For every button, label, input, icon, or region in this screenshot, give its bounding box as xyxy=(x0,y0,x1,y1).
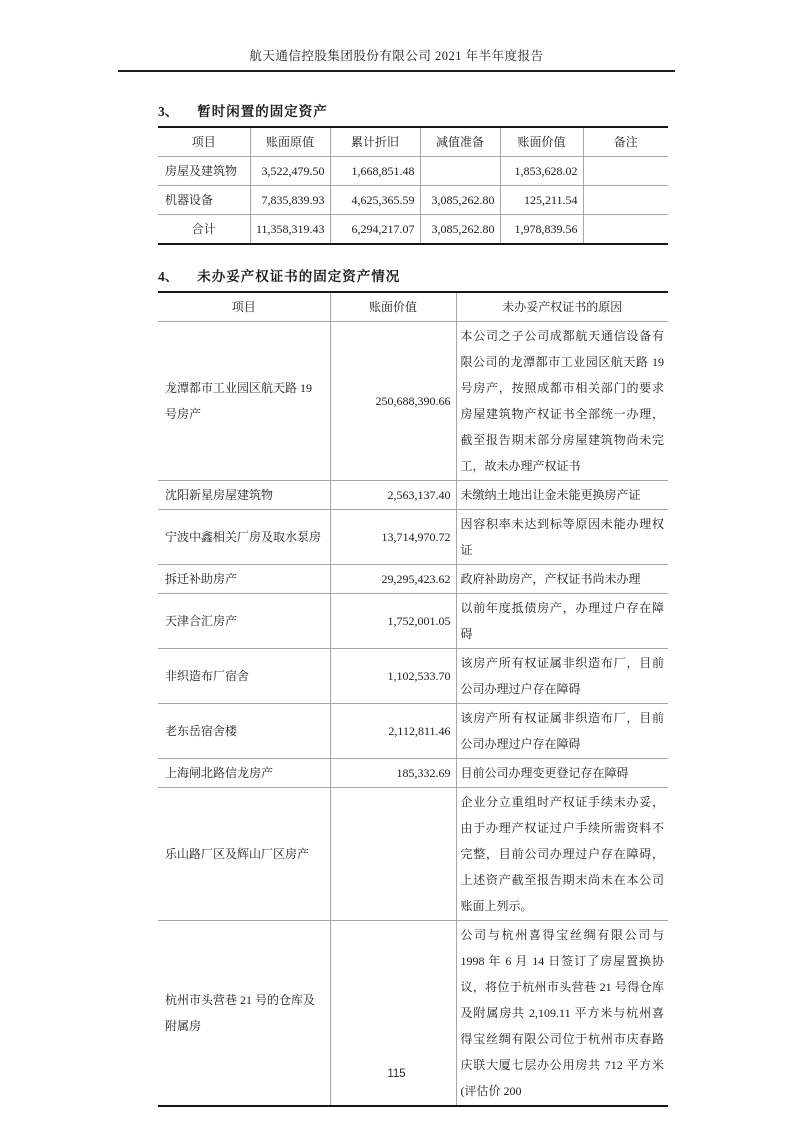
reason-cell: 政府补助房产，产权证书尚未办理 xyxy=(456,565,668,594)
reason-cell: 因容积率未达到标等原因未能办理权证 xyxy=(456,510,668,565)
original-value-cell: 11,358,319.43 xyxy=(250,215,330,245)
section-3-number: 3、 xyxy=(158,104,179,119)
column-header-original-value: 账面原值 xyxy=(250,127,330,157)
book-value-cell xyxy=(330,788,456,921)
book-value-cell: 125,211.54 xyxy=(500,186,583,215)
page-content xyxy=(158,103,668,1107)
item-cell: 机器设备 xyxy=(158,186,250,215)
table-header-row xyxy=(158,292,668,322)
book-value-cell: 250,688,390.66 xyxy=(330,322,456,481)
column-header-note: 备注 xyxy=(583,127,668,157)
table-row xyxy=(158,322,668,481)
page-number: 115 xyxy=(387,1068,406,1080)
section-3-title: 暂时闲置的固定资产 xyxy=(197,104,328,119)
section-4-heading xyxy=(158,268,668,285)
report-title: 航天通信控股集团股份有限公司 2021 年半年度报告 xyxy=(249,49,544,63)
item-cell: 沈阳新星房屋建筑物 xyxy=(158,481,330,510)
item-cell: 老东岳宿舍楼 xyxy=(158,704,330,759)
table-row xyxy=(158,594,668,649)
impairment-provision-cell: 3,085,262.80 xyxy=(420,186,500,215)
book-value-cell: 2,112,811.46 xyxy=(330,704,456,759)
reason-cell: 该房产所有权证属非织造布厂，目前公司办理过户存在障碍 xyxy=(456,704,668,759)
table-row xyxy=(158,481,668,510)
reason-cell: 企业分立重组时产权证手续未办妥，由于办理产权证过户手续所需资料不完整，目前公司办理过户存在障碍，上述资产截至报告期末尚未在本公司账面上列示。 xyxy=(456,788,668,921)
column-header-book-value: 账面价值 xyxy=(330,292,456,322)
table-row xyxy=(158,157,668,186)
reason-cell: 未缴纳土地出让金未能更换房产证 xyxy=(456,481,668,510)
reason-cell: 该房产所有权证属非织造布厂，目前公司办理过户存在障碍 xyxy=(456,649,668,704)
column-header-accumulated-depreciation: 累计折旧 xyxy=(330,127,420,157)
item-cell: 龙潭都市工业园区航天路 19 号房产 xyxy=(158,322,330,481)
book-value-cell: 2,563,137.40 xyxy=(330,481,456,510)
table-row xyxy=(158,510,668,565)
reason-cell: 本公司之子公司成都航天通信设备有限公司的龙潭都市工业园区航天路 19 号房产，按照成都市相关部门的要求房屋建筑物产权证书全部统一办理，截至报告期末部分房屋建筑物尚未完工，故未办理产权证书 xyxy=(456,322,668,481)
reason-cell: 公司与杭州喜得宝丝绸有限公司与 1998 年 6 月 14 日签订了房屋置换协议，将位于杭州市头营巷 21 号得仓库及附属房共 2,109.11 平方米与杭州喜得宝丝绸有限公司位于杭州市庆春路庆联大厦七层办公用房共 712 平方米(评估价 200 xyxy=(456,921,668,1107)
column-header-reason: 未办妥产权证书的原因 xyxy=(456,292,668,322)
table-header-row xyxy=(158,127,668,157)
accumulated-depreciation-cell: 4,625,365.59 xyxy=(330,186,420,215)
reason-cell: 目前公司办理变更登记存在障碍 xyxy=(456,759,668,788)
note-cell xyxy=(583,215,668,245)
item-cell: 天津合汇房产 xyxy=(158,594,330,649)
original-value-cell: 3,522,479.50 xyxy=(250,157,330,186)
page-footer xyxy=(0,1068,793,1080)
table-row xyxy=(158,788,668,921)
book-value-cell: 29,295,423.62 xyxy=(330,565,456,594)
item-cell: 杭州市头营巷 21 号的仓库及附属房 xyxy=(158,921,330,1107)
item-cell: 非织造布厂宿舍 xyxy=(158,649,330,704)
item-cell: 拆迁补助房产 xyxy=(158,565,330,594)
header-rule xyxy=(118,70,675,72)
page-header xyxy=(118,0,675,72)
column-header-impairment-provision: 减值准备 xyxy=(420,127,500,157)
reason-cell: 以前年度抵债房产，办理过户存在障碍 xyxy=(456,594,668,649)
item-cell: 房屋及建筑物 xyxy=(158,157,250,186)
item-cell: 宁波中鑫相关厂房及取水泵房 xyxy=(158,510,330,565)
column-header-book-value: 账面价值 xyxy=(500,127,583,157)
accumulated-depreciation-cell: 6,294,217.07 xyxy=(330,215,420,245)
total-label-cell: 合计 xyxy=(158,215,250,245)
section-4-number: 4、 xyxy=(158,269,179,284)
table-total-row xyxy=(158,215,668,245)
original-value-cell: 7,835,839.93 xyxy=(250,186,330,215)
idle-fixed-assets-table xyxy=(158,126,668,245)
section-3-heading xyxy=(158,103,668,120)
book-value-cell: 1,752,001.05 xyxy=(330,594,456,649)
book-value-cell: 1,978,839.56 xyxy=(500,215,583,245)
impairment-provision-cell: 3,085,262.80 xyxy=(420,215,500,245)
item-cell: 乐山路厂区及辉山厂区房产 xyxy=(158,788,330,921)
book-value-cell: 185,332.69 xyxy=(330,759,456,788)
column-header-item: 项目 xyxy=(191,135,216,149)
section-4-title: 未办妥产权证书的固定资产情况 xyxy=(197,269,401,284)
book-value-cell: 13,714,970.72 xyxy=(330,510,456,565)
uncertified-fixed-assets-table xyxy=(158,291,668,1107)
column-header-item: 项目 xyxy=(231,300,256,314)
book-value-cell: 1,102,533.70 xyxy=(330,649,456,704)
table-row xyxy=(158,565,668,594)
table-row xyxy=(158,186,668,215)
note-cell xyxy=(583,157,668,186)
table-row xyxy=(158,649,668,704)
accumulated-depreciation-cell: 1,668,851.48 xyxy=(330,157,420,186)
item-cell: 上海闸北路信龙房产 xyxy=(158,759,330,788)
book-value-cell: 1,853,628.02 xyxy=(500,157,583,186)
impairment-provision-cell xyxy=(420,157,500,186)
table-row xyxy=(158,759,668,788)
table-row xyxy=(158,704,668,759)
note-cell xyxy=(583,186,668,215)
